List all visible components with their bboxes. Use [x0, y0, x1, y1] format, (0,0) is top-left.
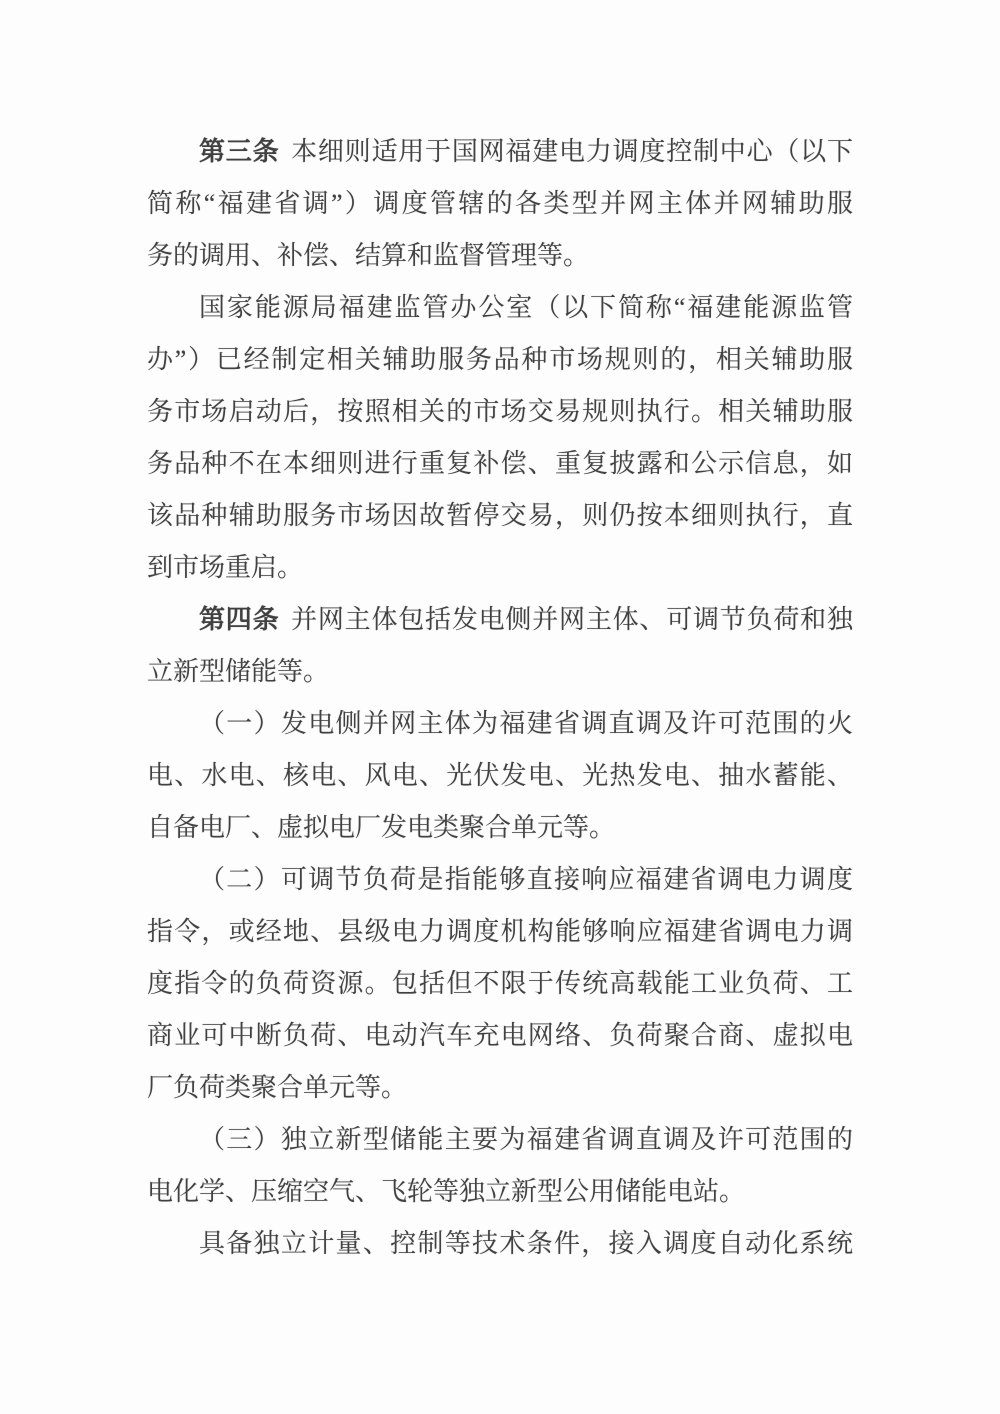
text-line: （一）发电侧并网主体为福建省调直调及许可范围的火 [199, 709, 853, 738]
paragraph-article-3 [147, 126, 853, 282]
text-line: 到市场重启。 [147, 553, 304, 582]
text-line: 电、水电、核电、风电、光伏发电、光热发电、抽水蓄能、 [147, 761, 853, 790]
text-line: 简称“福建省调”）调度管辖的各类型并网主体并网辅助服 [147, 189, 853, 218]
paragraph-item-1 [147, 698, 853, 854]
line-text: 并网主体包括发电侧并网主体、可调节负荷和独 [291, 605, 853, 634]
document-text-block [147, 126, 853, 1270]
text-line: 指令，或经地、县级电力调度机构能够响应福建省调电力调 [147, 917, 853, 946]
paragraph-article-4 [147, 594, 853, 698]
paragraph-metering [147, 1218, 853, 1270]
paragraph-regulator [147, 282, 853, 594]
paragraph-item-3 [147, 1114, 853, 1218]
paragraph-item-2 [147, 854, 853, 1114]
text-line: 务市场启动后，按照相关的市场交易规则执行。相关辅助服 [147, 397, 853, 426]
text-line: 具备独立计量、控制等技术条件，接入调度自动化系统 [199, 1229, 853, 1258]
text-line: 度指令的负荷资源。包括但不限于传统高载能工业负荷、工 [147, 969, 853, 998]
text-line: （二）可调节负荷是指能够直接响应福建省调电力调度 [199, 865, 853, 894]
line-text: 本细则适用于国网福建电力调度控制中心（以下 [291, 137, 853, 166]
text-line: 国家能源局福建监管办公室（以下简称“福建能源监管 [199, 293, 853, 322]
text-line: 务品种不在本细则进行重复补偿、重复披露和公示信息，如 [147, 449, 853, 478]
article-number: 第三条 [199, 137, 280, 166]
text-line: 自备电厂、虚拟电厂发电类聚合单元等。 [147, 813, 616, 842]
text-line: 电化学、压缩空气、飞轮等独立新型公用储能电站。 [147, 1177, 746, 1206]
article-number: 第四条 [199, 605, 280, 634]
text-line: 办”）已经制定相关辅助服务品种市场规则的，相关辅助服 [147, 345, 853, 374]
text-line: 务的调用、补偿、结算和监督管理等。 [147, 241, 590, 270]
text-line [147, 126, 853, 178]
text-line: 立新型储能等。 [147, 657, 330, 686]
text-line: 商业可中断负荷、电动汽车充电网络、负荷聚合商、虚拟电 [147, 1021, 853, 1050]
text-line: 该品种辅助服务市场因故暂停交易，则仍按本细则执行，直 [147, 501, 853, 530]
text-line: 厂负荷类聚合单元等。 [147, 1073, 408, 1102]
text-line: （三）独立新型储能主要为福建省调直调及许可范围的 [199, 1125, 853, 1154]
text-line [147, 594, 853, 646]
